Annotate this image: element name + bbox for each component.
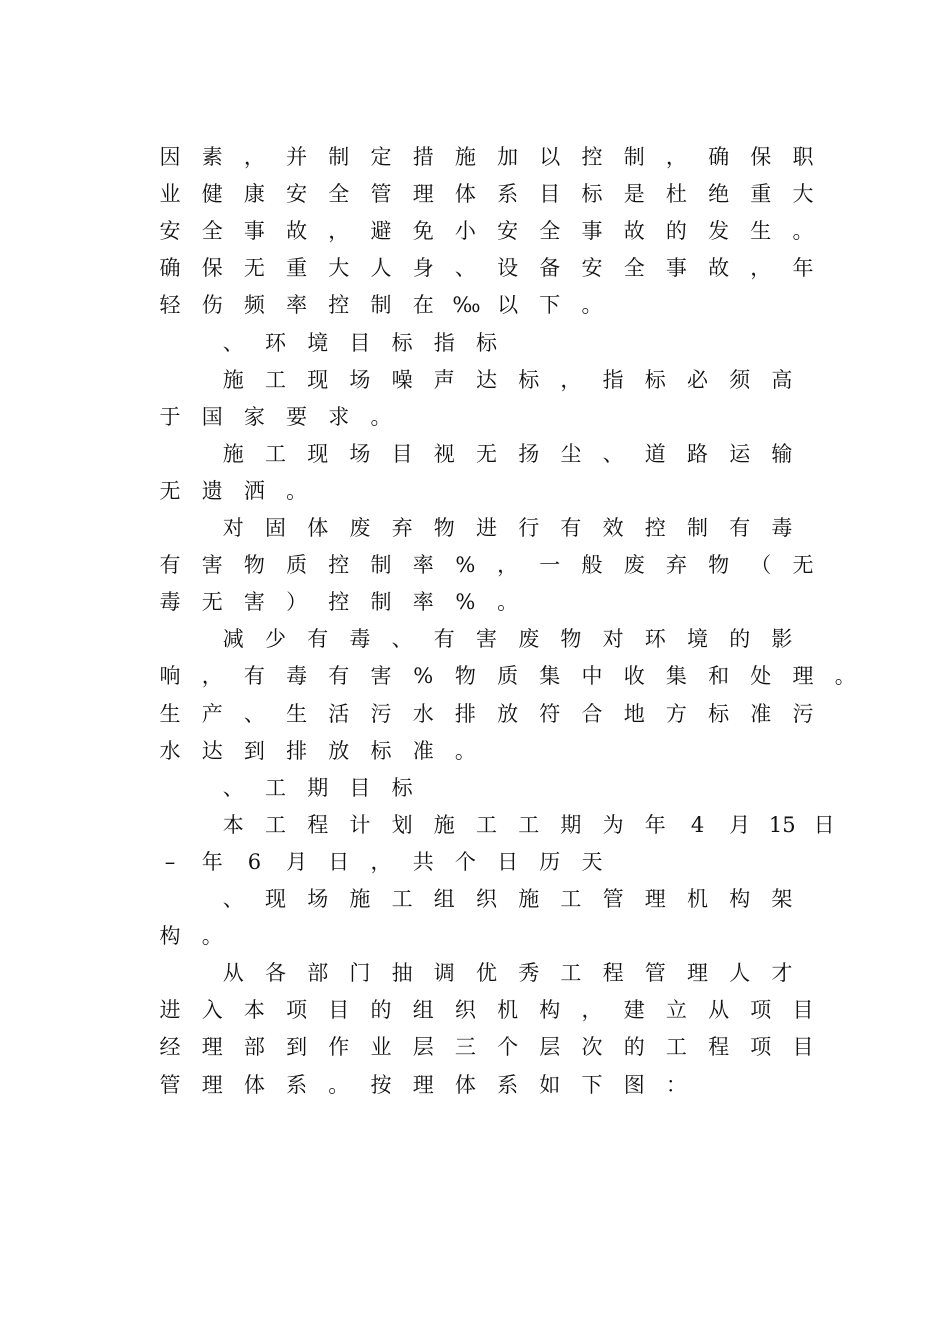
text-line: 于 国 家 要 求 。 xyxy=(159,404,392,429)
text-line: 对 固 体 废 弃 物 进 行 有 效 控 制 有 毒 xyxy=(222,516,793,540)
text-line: 安 全 事 故 ， 避 免 小 安 全 事 故 的 发 生 。 xyxy=(159,219,814,244)
text-line: 确 保 无 重 大 人 身 、 设 备 安 全 事 故 ， 年 xyxy=(159,256,814,281)
text-line: 、 环 境 目 标 指 标 xyxy=(222,330,497,355)
text-line: 经 理 部 到 作 业 层 三 个 层 次 的 工 程 项 目 xyxy=(159,1035,814,1060)
text-line: 、 现 场 施 工 组 织 施 工 管 理 机 构 架 xyxy=(222,887,793,911)
text-line: 施 工 现 场 目 视 无 扬 尘 、 道 路 运 输 xyxy=(222,441,793,466)
text-line: 毒 无 害 ） 控 制 率 % 。 xyxy=(159,590,519,615)
text-line: 本 工 程 计 划 施 工 工 期 为 年 4 月 15 日 xyxy=(222,812,835,837)
text-line: 因 素 ， 并 制 定 措 施 加 以 控 制 ， 确 保 职 xyxy=(159,145,814,169)
text-line: 施 工 现 场 噪 声 达 标 ， 指 标 必 须 高 xyxy=(222,367,793,392)
text-line: 轻 伤 频 率 控 制 在 ‰ 以 下 。 xyxy=(159,293,603,318)
text-line: 进 入 本 项 目 的 组 织 机 构 ， 建 立 从 项 目 xyxy=(159,998,814,1023)
text-line: 生 产 、 生 活 污 水 排 放 符 合 地 方 标 准 污 xyxy=(159,701,814,726)
text-line: 水 达 到 排 放 标 准 。 xyxy=(159,738,476,763)
text-line: 减 少 有 毒 、 有 害 废 物 对 环 境 的 影 xyxy=(222,627,793,652)
text-line: – 年 6 月 日 ， 共 个 日 历 天 xyxy=(164,849,603,874)
text-line: 管 理 体 系 。 按 理 体 系 如 下 图 ： xyxy=(159,1072,687,1097)
text-line: 无 遗 洒 。 xyxy=(159,478,308,503)
text-line: 、 工 期 目 标 xyxy=(222,775,413,800)
text-line: 业 健 康 安 全 管 理 体 系 目 标 是 杜 绝 重 大 xyxy=(159,182,814,207)
text-line: 构 。 xyxy=(159,924,223,949)
text-line: 从 各 部 门 抽 调 优 秀 工 程 管 理 人 才 xyxy=(222,961,793,986)
text-line: 有 害 物 质 控 制 率 % ， 一 般 废 弃 物 （ 无 xyxy=(159,553,814,578)
text-line: 响 ， 有 毒 有 害 % 物 质 集 中 收 集 和 处 理 。 xyxy=(159,664,856,689)
